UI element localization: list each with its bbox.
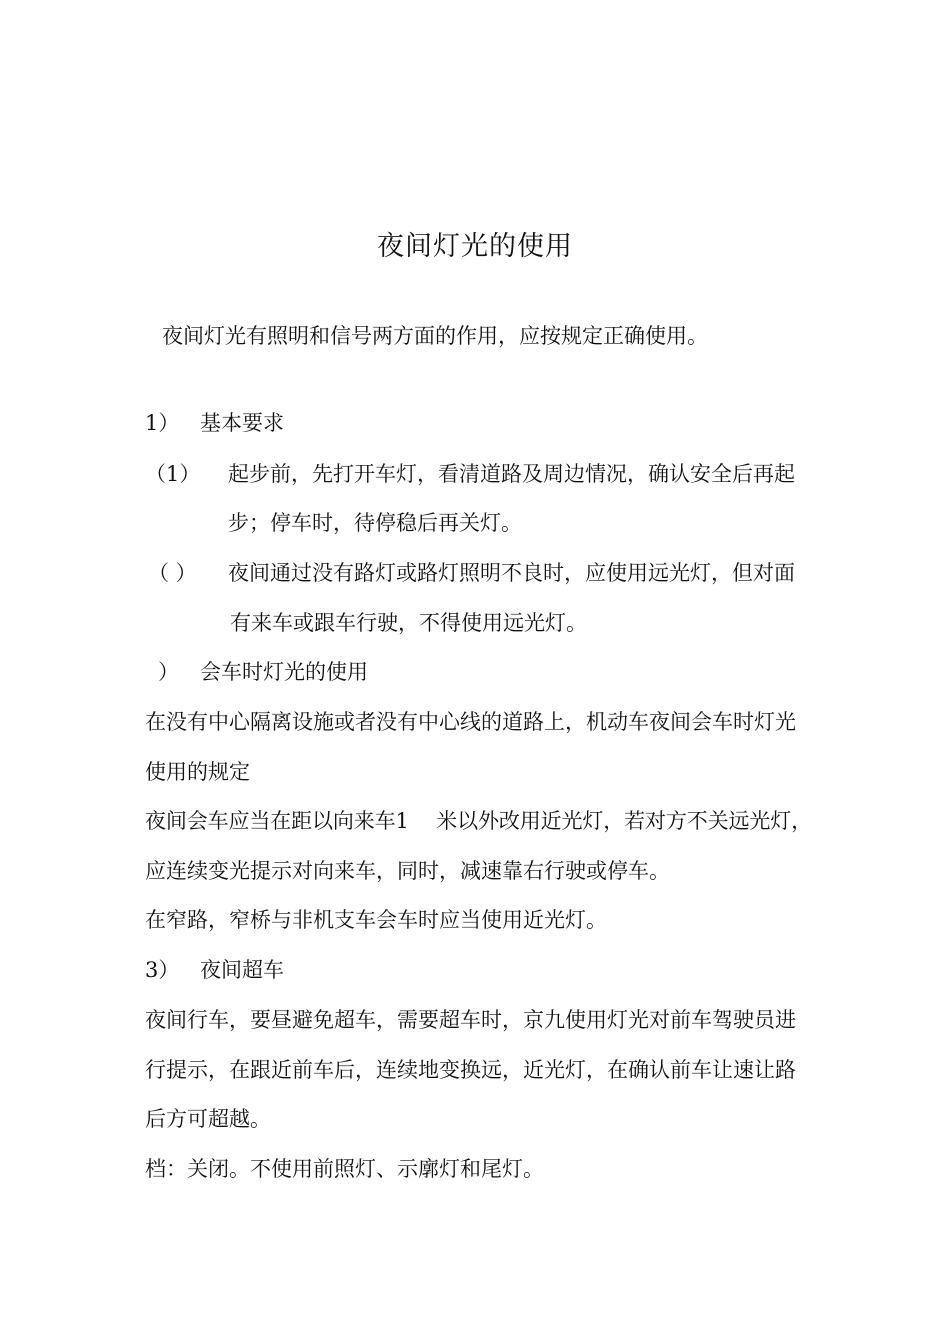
item1-number: （1） [145,462,201,486]
section1-heading: 基本要求 [200,411,284,435]
section3-para1-line2: 行提示，在跟近前车后，连续地变换远，近光灯，在确认前车让速让路 [145,1058,796,1082]
section2-heading: 会车时灯光的使用 [200,660,368,684]
item2-line1: 夜间通过没有路灯或路灯照明不良时，应使用远光灯，但对面 [228,561,795,585]
section2-para2-line1: 夜间会车应当在距以向来车1 米以外改用近光灯，若对方不关远光灯， [145,809,812,833]
section2-para2-line2: 应连续变光提示对向来车，同时，减速靠右行驶或停车。 [145,859,670,883]
section3-para1-line1: 夜间行车，要昼避免超车，需要超车时，京九使用灯光对前车驾驶员进 [145,1008,796,1032]
section3-heading: 夜间超车 [200,958,284,982]
section2-para1-line2: 使用的规定 [145,760,250,784]
item2-number: （ ） [148,561,197,585]
section1-number: 1） [145,411,180,435]
section2-para1-line1: 在没有中心隔离设施或者没有中心线的道路上，机动车夜间会车时灯光 [145,710,796,734]
intro-paragraph: 夜间灯光有照明和信号两方面的作用，应按规定正确使用。 [162,324,708,348]
item1-line1: 起步前，先打开车灯，看清道路及周边情况，确认安全后再起 [228,462,795,486]
item2-line2: 有来车或跟车行驶，不得使用远光灯。 [230,611,587,635]
section2-number: ） [158,660,179,684]
document-title: 夜间灯光的使用 [377,231,573,262]
section3-para1-line3: 后方可超越。 [145,1107,271,1131]
item1-line2: 步；停车时，待停稳后再关灯。 [228,511,522,535]
section3-number: 3） [145,958,180,982]
closing-paragraph: 档：关闭。不使用前照灯、示廓灯和尾灯。 [145,1157,544,1181]
section2-para3: 在窄路，窄桥与非机支车会车时应当使用近光灯。 [145,908,607,932]
